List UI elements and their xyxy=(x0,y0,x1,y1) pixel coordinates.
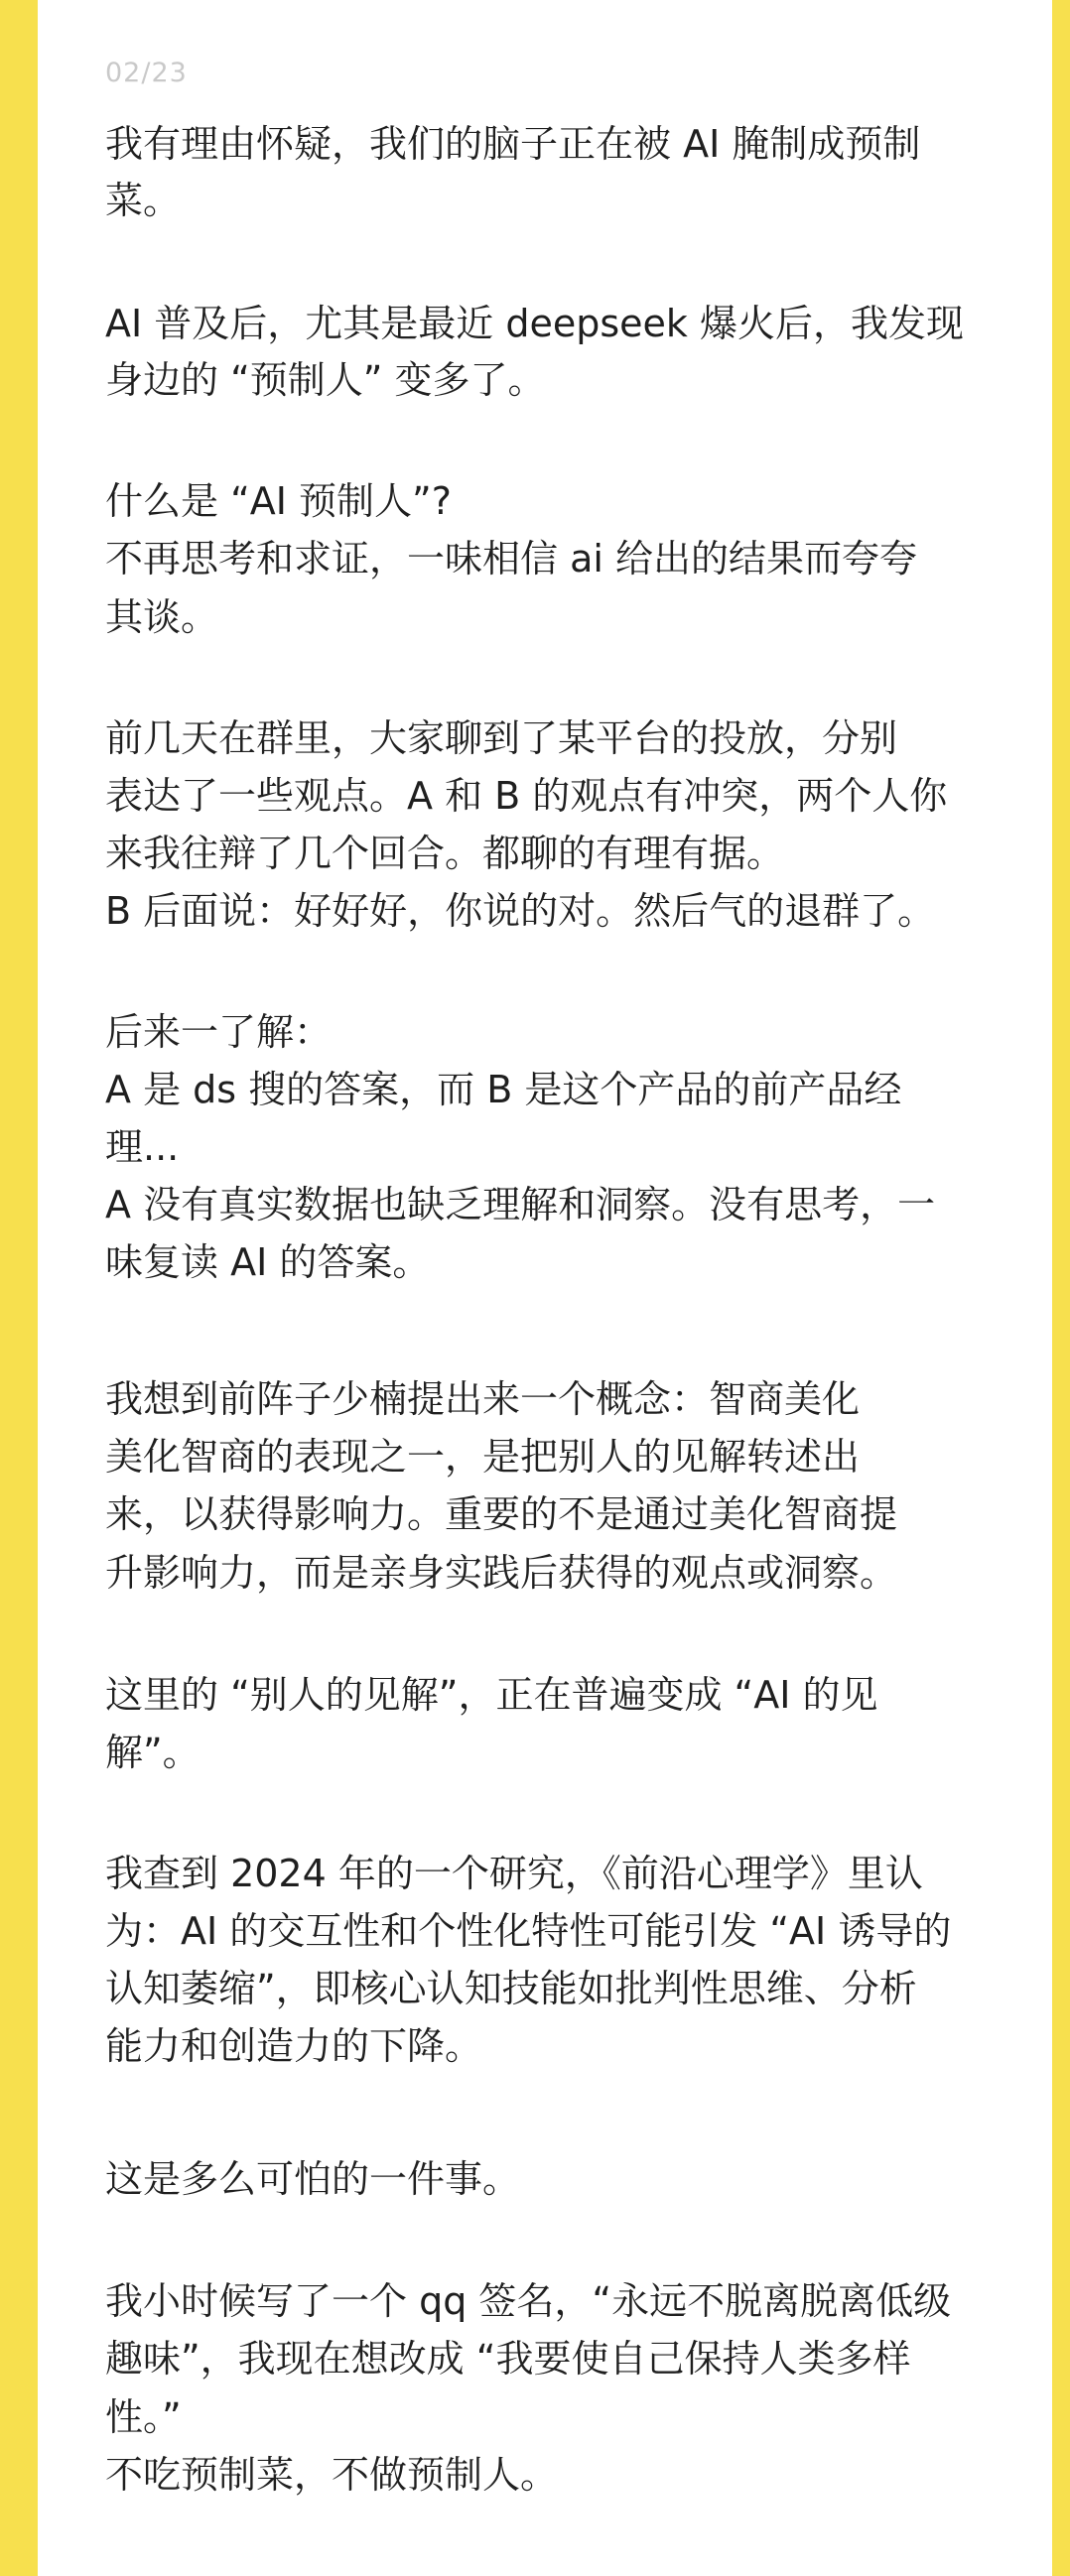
text-line: 性。” xyxy=(105,2395,182,2439)
text-line: 菜。 xyxy=(105,179,182,222)
text-line: 升影响力，而是亲身实践后获得的观点或洞察。 xyxy=(105,1551,898,1595)
text-line: 前几天在群里，大家聊到了某平台的投放，分别 xyxy=(105,716,898,760)
text-line: 美化智商的表现之一，是把别人的见解转述出 xyxy=(105,1435,861,1479)
text-line: 能力和创造力的下降。 xyxy=(105,2024,483,2068)
text-line: A 是 ds 搜的答案，而 B 是这个产品的前产品经 xyxy=(105,1068,902,1111)
text-line: 为：AI 的交互性和个性化特性可能引发 “AI 诱导的 xyxy=(105,1909,952,1953)
text-line: 什么是 “AI 预制人”? xyxy=(105,479,452,523)
text-line: 表达了一些观点。A 和 B 的观点有冲突，两个人你 xyxy=(105,774,948,818)
text-line: 不再思考和求证，一味相信 ai 给出的结果而夸夸 xyxy=(105,537,918,580)
text-line: 我有理由怀疑，我们的脑子正在被 AI 腌制成预制 xyxy=(105,122,921,166)
text-line: 这里的 “别人的见解”，正在普遍变成 “AI 的见 xyxy=(105,1673,878,1717)
text-line: 身边的 “预制人” 变多了。 xyxy=(105,358,546,402)
text-line: AI 普及后，尤其是最近 deepseek 爆火后，我发现 xyxy=(105,302,965,345)
text-line: 后来一了解： xyxy=(105,1010,333,1054)
text-line: 这是多么可怕的一件事。 xyxy=(105,2157,521,2201)
text-line: 味复读 AI 的答案。 xyxy=(105,1240,431,1284)
text-line: B 后面说：好好好，你说的对。然后气的退群了。 xyxy=(105,889,936,933)
note-date: 02/23 xyxy=(105,58,188,88)
text-line: A 没有真实数据也缺乏理解和洞察。没有思考，一 xyxy=(105,1183,936,1226)
text-line: 我小时候写了一个 qq 签名，“永远不脱离脱离低级 xyxy=(105,2279,952,2323)
text-line: 认知萎缩”，即核心认知技能如批判性思维、分析 xyxy=(105,1967,917,2010)
text-line: 趣味”，我现在想改成 “我要使自己保持人类多样 xyxy=(105,2337,911,2381)
text-line: 其谈。 xyxy=(105,595,219,639)
text-line: 来，以获得影响力。重要的不是通过美化智商提 xyxy=(105,1492,898,1536)
text-line: 来我往辩了几个回合。都聊的有理有据。 xyxy=(105,832,785,875)
text-line: 不吃预制菜，不做预制人。 xyxy=(105,2453,559,2497)
text-line: 我查到 2024 年的一个研究，《前沿心理学》里认 xyxy=(105,1852,923,1895)
text-line: 我想到前阵子少楠提出来一个概念：智商美化 xyxy=(105,1377,861,1421)
note-page xyxy=(38,0,1052,2576)
text-line: 理... xyxy=(105,1125,180,1169)
text-line: 解”。 xyxy=(105,1731,201,1774)
